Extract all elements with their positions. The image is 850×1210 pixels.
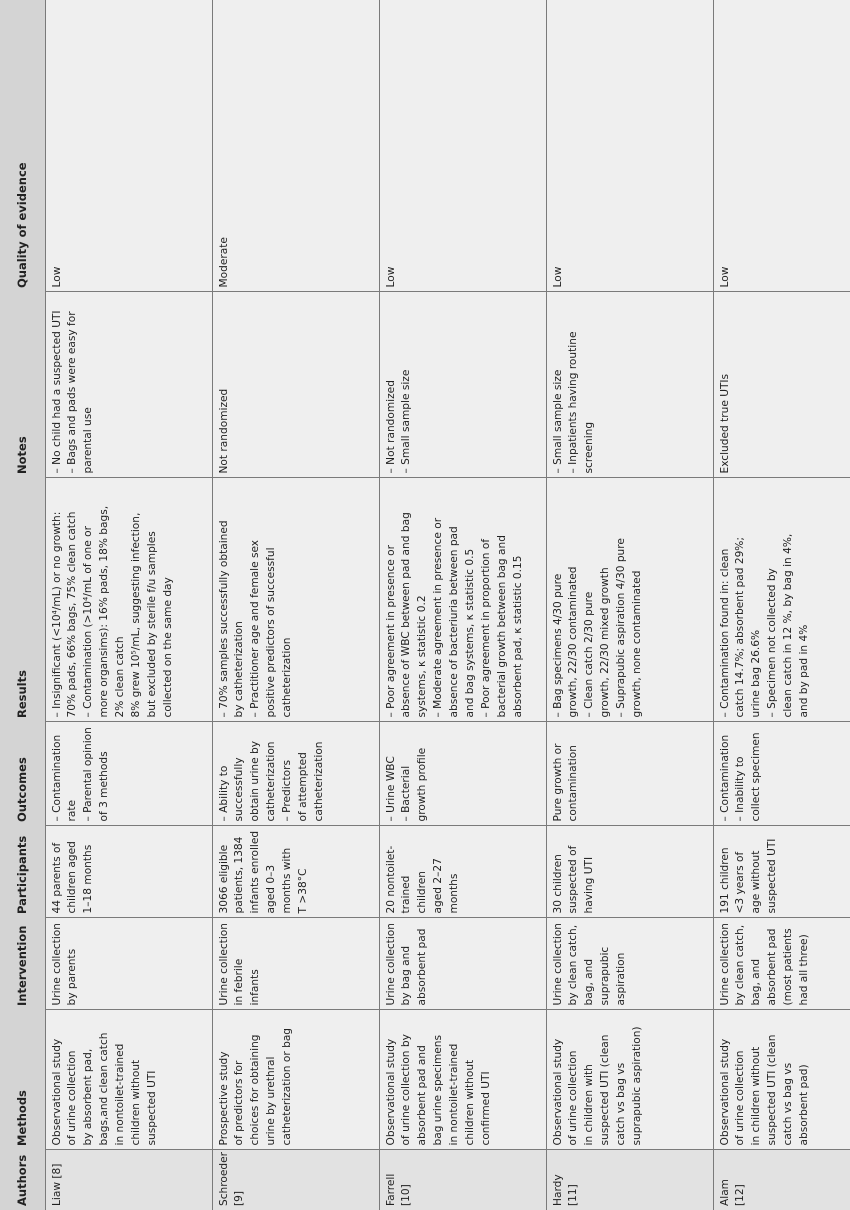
cell-line: of urine collection — [734, 1050, 747, 1146]
cell-line: – Bags and pads were easy for — [66, 311, 79, 474]
cell-line: bag, and — [750, 958, 763, 1006]
header-row — [0, 0, 45, 1210]
cell-line: trained children — [400, 870, 429, 914]
cell-line: but excluded by sterile f/u samples — [145, 531, 158, 718]
cell-line: obtain urine by — [249, 741, 262, 822]
cell-line: – Small sample size — [551, 369, 564, 474]
cell-line: age without — [750, 850, 763, 914]
cell-line: Prospective study — [217, 1051, 230, 1146]
cell-line: – Bacterial — [400, 765, 413, 822]
cell-line: – Insignificant (<10⁴/mL) or no growth: — [50, 511, 63, 718]
header-results: Results — [0, 478, 45, 722]
author-cell — [379, 1150, 546, 1210]
cell-line: more organsims): 16% pads, 18% bags, — [98, 505, 111, 718]
cell-line: Urine collection — [718, 923, 731, 1006]
cell-line: of urine collection by — [400, 1034, 413, 1146]
table-row — [713, 0, 850, 1210]
cell-line: of 3 methods — [98, 751, 111, 822]
cell-line: catheterization — [265, 741, 278, 822]
methods-cell — [713, 1010, 850, 1150]
header-methods: Methods — [0, 1010, 45, 1150]
table-row — [379, 0, 546, 1210]
header-intervention: Intervention — [0, 918, 45, 1010]
cell-line: catch 14.7%; absorbent pad 29%; — [734, 537, 747, 718]
results-cell — [546, 478, 713, 722]
notes-cell — [379, 292, 546, 478]
cell-line: positive predictors of successful — [265, 547, 278, 718]
cell-line: 8% grew 10⁵/mL, suggesting infection, — [129, 512, 142, 718]
cell-line: months — [448, 873, 461, 914]
author-cell — [713, 1150, 850, 1210]
intervention-cell — [212, 918, 379, 1010]
cell-line: – 70% samples successfully obtained — [217, 520, 230, 718]
outcomes-cell — [379, 722, 546, 826]
cell-line: – Contamination found in: clean — [718, 548, 731, 718]
cell-line: parental use — [82, 407, 95, 474]
methods-cell — [379, 1010, 546, 1150]
outcomes-cell — [45, 722, 212, 826]
cell-line: catch vs bag vs — [782, 1062, 795, 1146]
intervention-cell — [379, 918, 546, 1010]
cell-line: screening — [583, 421, 596, 474]
header-outcomes: Outcomes — [0, 722, 45, 826]
cell-line: – Bag specimens 4/30 pure — [551, 573, 564, 718]
cell-line: catch vs bag vs — [615, 1062, 628, 1146]
cell-line: by parents — [66, 948, 79, 1006]
cell-line: 1–18 months — [82, 844, 95, 914]
cell-line: aged 2–27 — [432, 858, 445, 914]
cell-line: Observational study — [551, 1038, 564, 1146]
cell-line: by catheterization — [233, 621, 246, 718]
cell-line: T >38°C — [296, 868, 309, 914]
cell-line: Moderate — [217, 237, 230, 288]
cell-line: – Moderate agreement in presence or — [432, 517, 445, 718]
cell-line: suspected of — [567, 845, 580, 914]
cell-line: – Contamination — [718, 734, 731, 822]
header-notes: Notes — [0, 292, 45, 478]
cell-line: catheterization — [281, 637, 294, 718]
cell-line: having UTI — [583, 856, 596, 914]
cell-line: bag urine specimens — [432, 1034, 445, 1146]
header-authors: Authors — [0, 1150, 45, 1210]
cell-line: absence of bacteriuria between pad — [448, 526, 461, 718]
cell-line: [9] — [233, 1190, 246, 1206]
cell-line: – Contamination rate — [50, 734, 79, 822]
cell-line: – Practitioner age and female sex — [249, 539, 262, 718]
cell-line: – Small sample size — [400, 369, 413, 474]
cell-line: of attempted — [296, 752, 309, 822]
cell-line: Farrell [10] — [384, 1173, 413, 1206]
cell-line: 20 nontoilet- — [384, 845, 397, 914]
cell-line: urine bag 26.6% — [750, 629, 763, 718]
header-participants: Participants — [0, 826, 45, 918]
cell-line: aged 0–3 — [265, 864, 278, 914]
table-row — [546, 0, 713, 1210]
cell-line: growth, 22/30 mixed growth — [599, 567, 612, 718]
cell-line: in febrile infants — [233, 958, 262, 1006]
cell-line: children without — [129, 1059, 142, 1146]
cell-line: 30 children — [551, 854, 564, 914]
cell-line: bags,and clean catch — [98, 1032, 111, 1146]
cell-line: – Suprapubic aspiration 4/30 pure — [615, 538, 628, 718]
participants-cell — [546, 826, 713, 918]
cell-line: of predictors for — [233, 1060, 246, 1146]
header-quality: Quality of evidence — [0, 0, 45, 292]
cell-line: suprapubic aspiration) — [630, 1026, 643, 1146]
cell-line: Schroeder — [217, 1152, 230, 1206]
cell-line: by clean catch, — [567, 924, 580, 1006]
cell-line: Alam [12] — [718, 1178, 747, 1206]
cell-line: catheterization or bag — [281, 1027, 294, 1146]
cell-line: suprapubic — [599, 946, 612, 1006]
cell-line: 70% pads, 66% bags, 75% clean catch — [66, 511, 79, 718]
quality-cell — [379, 0, 546, 292]
cell-line: aspiration — [615, 952, 628, 1006]
cell-line: by absorbent pad, — [82, 1048, 95, 1146]
results-cell — [212, 478, 379, 722]
cell-line: Hardy [11] — [551, 1174, 580, 1206]
author-cell — [546, 1150, 713, 1210]
cell-line: catheterization — [312, 741, 325, 822]
cell-line: of urine collection — [66, 1050, 79, 1146]
author-cell — [45, 1150, 212, 1210]
cell-line: confirmed UTI — [479, 1071, 492, 1146]
cell-line: contamination — [567, 745, 580, 822]
cell-line: Urine collection — [384, 923, 397, 1006]
cell-line: in children with — [583, 1064, 596, 1146]
table-row — [212, 0, 379, 1210]
cell-line: suspected UTI — [766, 838, 779, 914]
cell-line: – Poor agreement in presence or — [384, 545, 397, 718]
cell-line: Not randomized — [217, 388, 230, 474]
cell-line: growth, none contaminated — [630, 570, 643, 718]
cell-line: of urine collection — [567, 1050, 580, 1146]
cell-line: Pure growth or — [551, 743, 564, 822]
methods-cell — [45, 1010, 212, 1150]
table-row — [45, 0, 212, 1210]
cell-line: 44 parents of — [50, 842, 63, 914]
cell-line: – Inpatients having routine — [567, 331, 580, 474]
cell-line: months with — [281, 847, 294, 914]
notes-cell — [546, 292, 713, 478]
results-cell — [379, 478, 546, 722]
cell-line: Observational study — [384, 1038, 397, 1146]
notes-cell — [45, 292, 212, 478]
participants-cell — [713, 826, 850, 918]
cell-line: Low — [384, 266, 397, 288]
cell-line: 3066 eligible — [217, 844, 230, 914]
cell-line: collected on the same day — [161, 577, 174, 718]
cell-line: – Clean catch 2/30 pure — [583, 591, 596, 718]
cell-line: <3 years of — [734, 851, 747, 914]
cell-line: Urine collection — [551, 923, 564, 1006]
cell-line: Urine collection — [50, 923, 63, 1006]
intervention-cell — [713, 918, 850, 1010]
participants-cell — [45, 826, 212, 918]
cell-line: 2% clean catch — [114, 636, 127, 718]
cell-line: Low — [718, 266, 731, 288]
cell-line: infants enrolled — [249, 830, 262, 914]
cell-line: absorbent pad — [766, 928, 779, 1006]
cell-line: patients, 1384 — [233, 836, 246, 914]
cell-line: – Urine WBC — [384, 756, 397, 822]
cell-line: collect specimen — [750, 732, 763, 822]
cell-line: (most patients — [782, 928, 795, 1006]
cell-line: suspected UTI (clean — [766, 1034, 779, 1146]
cell-line: 191 children — [718, 847, 731, 914]
cell-line: successfully — [233, 757, 246, 822]
cell-line: Excluded true UTIs — [718, 373, 731, 474]
cell-line: bacterial growth between bag and — [495, 535, 508, 718]
cell-line: – Predictors — [281, 759, 294, 822]
cell-line: and by pad in 4% — [797, 624, 810, 718]
cell-line: Urine collection — [217, 923, 230, 1006]
notes-cell — [713, 292, 850, 478]
quality-cell — [713, 0, 850, 292]
outcomes-cell — [546, 722, 713, 826]
cell-line: absorbent pad — [416, 928, 429, 1006]
cell-line: children aged — [66, 841, 79, 914]
cell-line: – Poor agreement in proportion of — [479, 538, 492, 718]
cell-line: systems, κ statistic 0.2 — [416, 595, 429, 718]
cell-line: absorbent pad, κ statistic 0.15 — [511, 555, 524, 718]
cell-line: Liaw [8] — [50, 1163, 63, 1206]
cell-line: Low — [551, 266, 564, 288]
cell-line: in children without — [750, 1046, 763, 1146]
outcomes-cell — [713, 722, 850, 826]
cell-line: growth, 22/30 contaminated — [567, 566, 580, 718]
cell-line: – Ability to — [217, 765, 230, 822]
cell-line: Observational study — [50, 1038, 63, 1146]
intervention-cell — [45, 918, 212, 1010]
quality-cell — [546, 0, 713, 292]
cell-line: by clean catch, — [734, 924, 747, 1006]
quality-cell — [212, 0, 379, 292]
cell-line: by bag and — [400, 945, 413, 1006]
cell-line: – No child had a suspected UTI — [50, 310, 63, 474]
cell-line: had all three) — [797, 934, 810, 1006]
table-body — [45, 0, 850, 1210]
outcomes-cell — [212, 722, 379, 826]
participants-cell — [212, 826, 379, 918]
cell-line: in nontoilet-trained — [448, 1043, 461, 1146]
cell-line: and bag systems, κ statistic 0.5 — [463, 548, 476, 718]
notes-cell — [212, 292, 379, 478]
cell-line: bag, and — [583, 958, 596, 1006]
cell-line: – Contamination (>10⁴/mL of one or — [82, 526, 95, 718]
cell-line: absence of WBC between pad and bag — [400, 512, 413, 718]
results-cell — [45, 478, 212, 722]
cell-line: – Not randomized — [384, 380, 397, 474]
cell-line: choices for obtaining — [249, 1034, 262, 1146]
intervention-cell — [546, 918, 713, 1010]
methods-cell — [546, 1010, 713, 1150]
cell-line: suspected UTI — [145, 1070, 158, 1146]
cell-line: – Inability to — [734, 756, 747, 822]
quality-cell — [45, 0, 212, 292]
cell-line: Low — [50, 266, 63, 288]
participants-cell — [379, 826, 546, 918]
cell-line: urine by urethral — [265, 1056, 278, 1146]
methods-cell — [212, 1010, 379, 1150]
cell-line: children without — [463, 1059, 476, 1146]
cell-line: growth profile — [416, 747, 429, 822]
cell-line: clean catch in 12 %, by bag in 4%, — [782, 533, 795, 718]
cell-line: – Parental opinion — [82, 727, 95, 822]
cell-line: Observational study — [718, 1038, 731, 1146]
cell-line: – Specimen not collected by — [766, 568, 779, 718]
results-cell — [713, 478, 850, 722]
cell-line: absorbent pad) — [797, 1064, 810, 1146]
author-cell — [212, 1150, 379, 1210]
cell-line: suspected UTI (clean — [599, 1034, 612, 1146]
cell-line: absorbent pad and — [416, 1045, 429, 1146]
cell-line: in nontoilet-trained — [114, 1043, 127, 1146]
